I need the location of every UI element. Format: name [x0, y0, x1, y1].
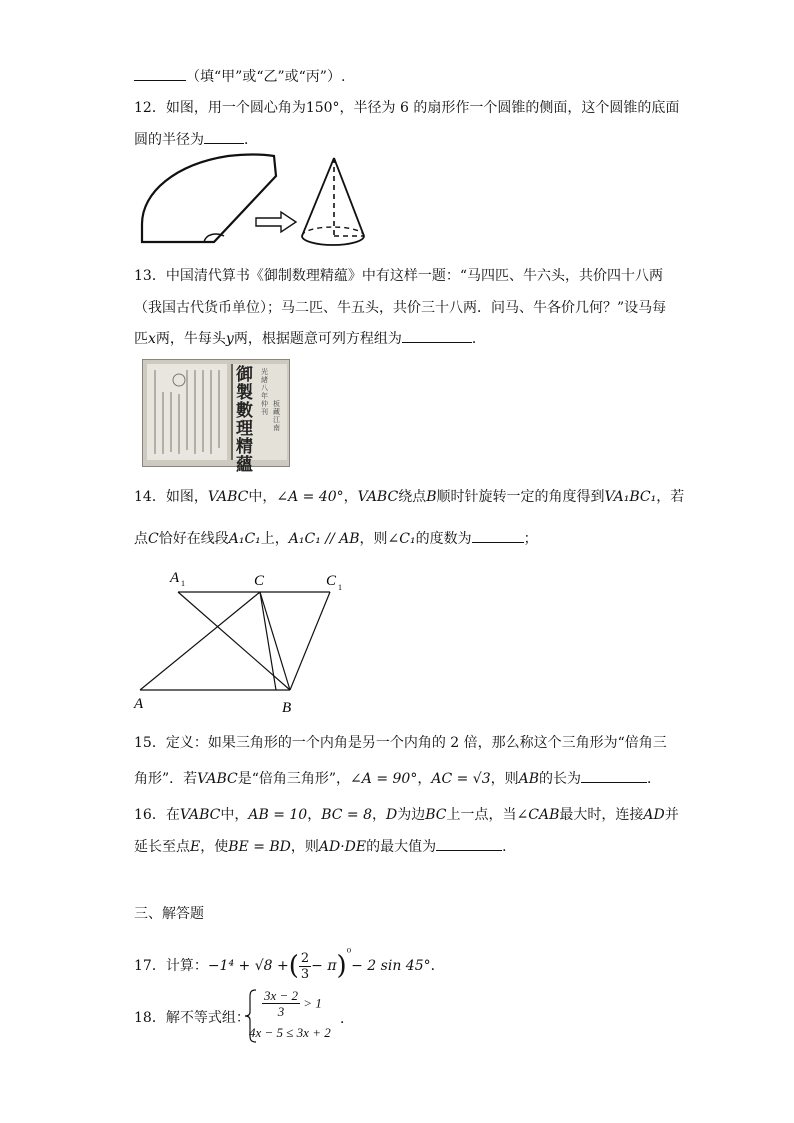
- q16-text: 并: [664, 807, 679, 823]
- q18-label: 18．解不等式组：: [134, 1010, 250, 1026]
- q14-text: 绕点: [398, 489, 427, 505]
- paren-close: ): [336, 951, 347, 981]
- q14-end: ；: [523, 531, 538, 547]
- math: VABC: [197, 771, 238, 787]
- math: BE = BD: [228, 839, 291, 855]
- q13-line1: 13．中国清代算书《御制数理精蕴》中有这样一题：“马四匹、牛六头，共价四十八两: [134, 268, 663, 284]
- answer-blank[interactable]: [436, 836, 502, 851]
- book-text-columns: [147, 364, 227, 460]
- math: AB = 10: [248, 807, 308, 823]
- q15-end: ．: [647, 771, 662, 787]
- q17-text: 17．计算：: [134, 958, 208, 974]
- q13-text: 两，牛每头: [155, 331, 226, 347]
- book-inner-page: [147, 364, 227, 460]
- section-title: 三、解答题: [134, 906, 204, 922]
- math: E: [190, 839, 201, 855]
- sector-cone-figure: [136, 152, 376, 252]
- math: ∠A = 90°: [350, 771, 418, 787]
- q14-text: 恰好在线段: [158, 531, 229, 547]
- q13-line3: [134, 328, 486, 349]
- q16-text: 16．在: [134, 807, 180, 823]
- q16-text: 上一点，当∠: [446, 807, 529, 823]
- answer-blank[interactable]: [402, 328, 472, 343]
- frac-den: 3: [277, 1004, 285, 1019]
- paren-open: (: [288, 951, 299, 981]
- math: − π: [311, 958, 337, 974]
- q15-text: ，则: [490, 771, 519, 787]
- frac-num: 2: [300, 950, 310, 966]
- q14-text: 点: [134, 531, 148, 547]
- math: VABC: [179, 807, 221, 823]
- triangle-lines: [140, 592, 330, 690]
- q15-line1: 15．定义：如果三角形的一个内角是另一个内角的 2 倍，那么称这个三角形为“倍角三: [134, 735, 667, 751]
- q16-text: 的最大值为: [366, 839, 437, 855]
- q16-end: ．: [502, 839, 517, 855]
- math: C: [148, 531, 159, 547]
- math: VABC: [357, 489, 399, 505]
- cone-shape: [302, 158, 364, 245]
- q11-text: （填“甲”或“乙”或“丙”）.: [186, 69, 346, 85]
- math: VA₁BC₁: [604, 489, 657, 505]
- q14-line1: [134, 487, 684, 507]
- inequality-1: [262, 988, 322, 1019]
- math: AB: [518, 771, 540, 787]
- q16-text: ，使: [200, 839, 229, 855]
- math: AC = √3: [431, 771, 491, 787]
- math: A₁C₁ // AB: [288, 531, 360, 547]
- label-a1-sub: 1: [181, 579, 185, 588]
- q16-line2: [134, 836, 516, 857]
- q12-text: 圆的半径为: [134, 132, 204, 148]
- rotation-triangle-figure: [128, 566, 358, 718]
- q15-text: 的长为: [539, 771, 582, 787]
- q12-line1: 12．如图，用一个圆心角为150°，半径为 6 的扇形作一个圆锥的侧面，这个圆锥的底面: [134, 100, 680, 116]
- q14-text: ，: [343, 489, 358, 505]
- q13-text: 两，根据题意可列方程组为: [233, 331, 402, 347]
- fraction: [299, 951, 311, 982]
- q16-text: 中，: [220, 807, 249, 823]
- q15-text: ，: [417, 771, 432, 787]
- q15-line2: [134, 768, 661, 789]
- q14-text: ，则∠: [359, 531, 400, 547]
- q15-text: 角形”．若: [134, 771, 198, 787]
- book-title: 御製數理精蘊: [236, 365, 253, 475]
- q14-text: 14．如图，: [134, 489, 208, 505]
- math: −1⁴ + √8 +: [207, 958, 289, 974]
- answer-blank[interactable]: [134, 66, 186, 81]
- math: AD: [643, 807, 665, 823]
- label-c: C: [254, 573, 265, 589]
- math: C₁: [399, 531, 416, 547]
- exponent: ⁰: [346, 946, 352, 959]
- math: BC: [425, 807, 447, 823]
- answer-blank[interactable]: [472, 528, 524, 543]
- q15-text: 是“倍角三角形”，: [237, 771, 351, 787]
- sector-shape: [142, 155, 276, 243]
- math: BC = 8: [321, 807, 373, 823]
- label-a1: A: [170, 570, 180, 586]
- q13-end: ．: [471, 331, 486, 347]
- q16-text: ，则: [290, 839, 319, 855]
- math: B: [426, 489, 437, 505]
- q14-text: ，若: [656, 489, 685, 505]
- math: ∠A = 40°: [276, 489, 344, 505]
- label-c1-sub: 1: [338, 583, 342, 592]
- q14-text: 的度数为: [415, 531, 472, 547]
- ineq-rhs: > 1: [303, 995, 322, 1011]
- q13-text: 匹: [134, 331, 148, 347]
- book-side-text: 板藏江南: [273, 400, 280, 432]
- math: CAB: [528, 807, 560, 823]
- label-a: A: [134, 696, 144, 712]
- q12-line2: [134, 129, 258, 150]
- arrow-right-icon: [256, 212, 296, 232]
- answer-blank[interactable]: [204, 129, 244, 144]
- var-x: x: [148, 331, 156, 347]
- q17-line: [134, 938, 445, 982]
- frac-den: 3: [300, 966, 310, 982]
- q11-tail: [134, 66, 345, 87]
- inequality-2: 4x − 5 ≤ 3x + 2: [249, 1025, 331, 1040]
- q16-text: ，: [307, 807, 322, 823]
- fraction: [262, 988, 300, 1019]
- q16-text: 延长至点: [134, 839, 190, 855]
- book-side-text: 光緒八年仲刊: [261, 368, 268, 416]
- label-b: B: [282, 700, 292, 716]
- ancient-book-photo: [142, 359, 290, 475]
- q17-end: ．: [430, 958, 445, 974]
- math: D: [386, 807, 398, 823]
- math: VABC: [207, 489, 249, 505]
- q14-line2: [134, 528, 538, 549]
- q14-text: 顺时针旋转一定的角度得到: [436, 489, 605, 505]
- q12-end: ．: [244, 132, 258, 148]
- q16-text: ，: [372, 807, 387, 823]
- q16-text: 为边: [397, 807, 426, 823]
- answer-blank[interactable]: [581, 768, 647, 783]
- var-y: y: [225, 331, 234, 347]
- math: AD·DE: [318, 839, 367, 855]
- math: A₁C₁: [228, 531, 261, 547]
- math: − 2 sin 45°: [351, 958, 431, 974]
- frac-num: 3x − 2: [264, 988, 299, 1003]
- q18-end: ．: [340, 1011, 354, 1027]
- q13-line2: （我国古代货币单位）；马二匹、牛五头，共价三十八两．问马、牛各价几何？”设马每: [134, 300, 667, 316]
- label-c1: C: [326, 573, 337, 589]
- q16-text: 最大时，连接: [559, 807, 644, 823]
- q14-text: 上，: [260, 531, 289, 547]
- q16-line1: [134, 805, 679, 825]
- q14-text: 中，: [248, 489, 277, 505]
